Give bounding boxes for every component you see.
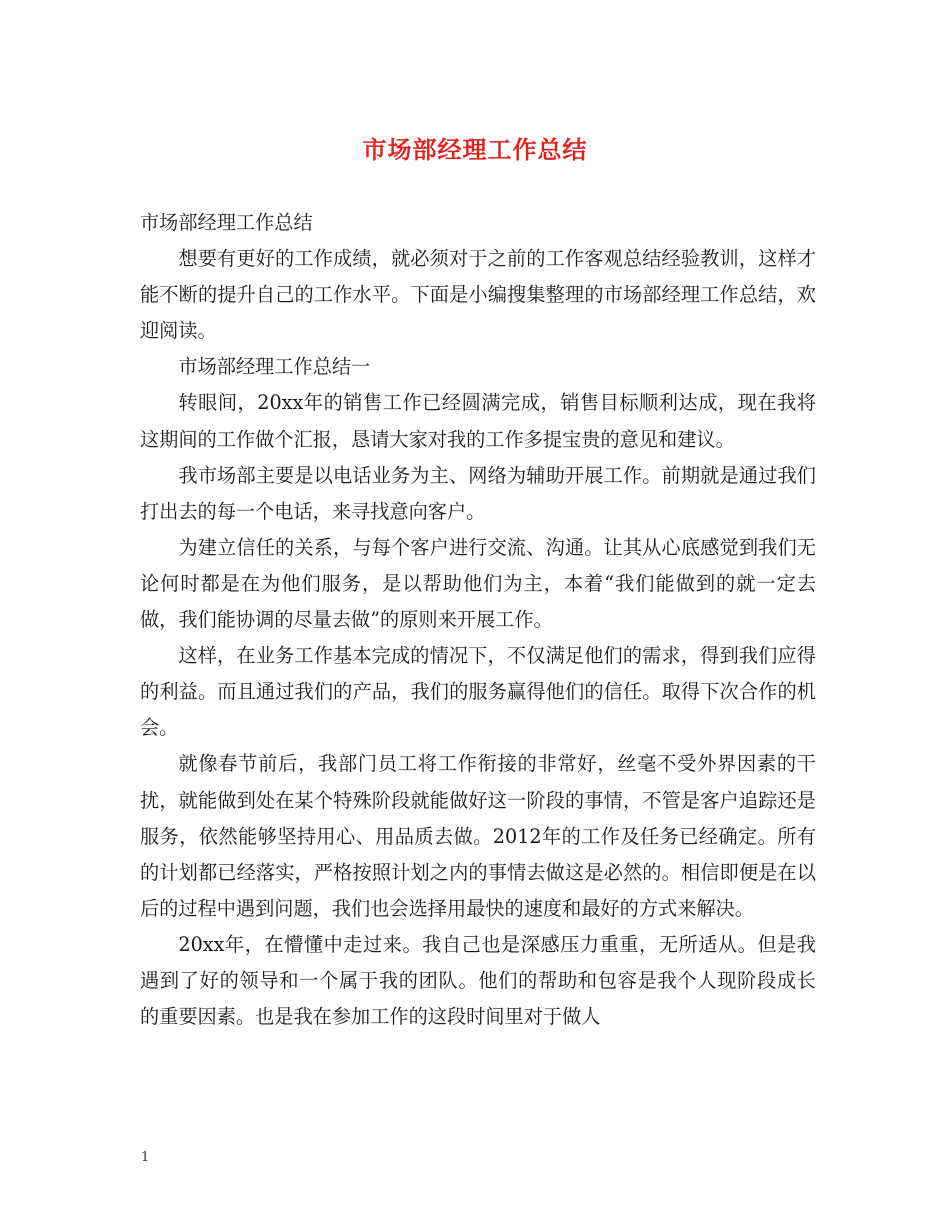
- page-number: 1: [141, 1150, 150, 1165]
- paragraph: 转眼间，20xx年的销售工作已经圆满完成，销售目标顺利达成，现在我将这期间的工作做个汇报，恳请大家对我的工作多提宝贵的意见和建议。: [140, 391, 816, 451]
- paragraph: 我市场部主要是以电话业务为主、网络为辅助开展工作。前期就是通过我们打出去的每一个电话，来寻找意向客户。: [140, 463, 816, 523]
- section-heading: 市场部经理工作总结一: [178, 355, 371, 379]
- paragraph: 这样，在业务工作基本完成的情况下，不仅满足他们的需求，得到我们应得的利益。而且通过我们的产品，我们的服务赢得他们的信任。取得下次合作的机会。: [140, 644, 816, 740]
- paragraph: 20xx年，在懵懂中走过来。我自己也是深感压力重重，无所适从。但是我遇到了好的领导和一个属于我的团队。他们的帮助和包容是我个人现阶段成长 的重要因素。也是我在参加工作的这段时间里对于做人: [140, 932, 816, 1029]
- paragraph: 想要有更好的工作成绩，就必须对于之前的工作客观总结经验教训，这样才能不断的提升自己的工作水平。下面是小编搜集整理的市场部经理工作总结，欢迎阅读。: [140, 247, 816, 343]
- paragraph: 为建立信任的关系，与每个客户进行交流、沟通。让其从心底感觉到我们无论何时都是在为他们服务，是以帮助他们为主，本着“我们能做到的就一定去做，我们能协调的尽量去做”的原则来开展工作。: [140, 535, 816, 632]
- document-title: 市场部经理工作总结: [362, 135, 588, 164]
- paragraph: 就像春节前后，我部门员工将工作衔接的非常好，丝毫不受外界因素的干扰，就能做到处在某个特殊阶段就能做好这一阶段的事情，不管是客户追踪还是服务，依然能够坚持用心、用品质去做。2012年的工作及任务已经确定。所有的计划都已经落实，严格按照计划之内的事情去做这是必然的。相信即便是在以后的过程中遇到问题，我们也会选择用最快的速度和最好的方式来解决。: [140, 752, 816, 920]
- paragraph: 市场部经理工作总结: [140, 211, 313, 234]
- document-body: [140, 205, 816, 1035]
